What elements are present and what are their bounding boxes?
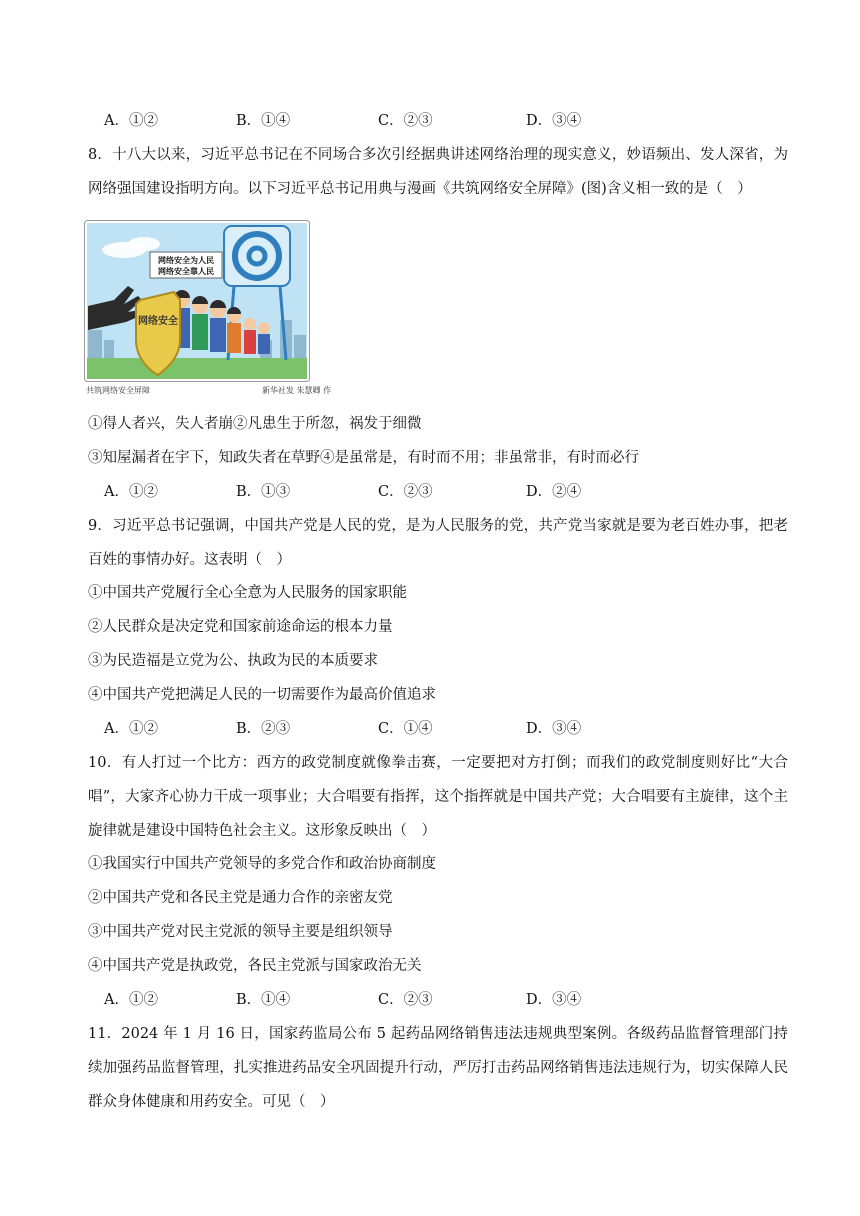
q10-item-2: ②中国共产党和各民主党是通力合作的亲密友党: [88, 890, 393, 906]
q8-option-c: C．②③: [378, 484, 433, 500]
banner-line-1: 网络安全为人民: [158, 256, 214, 265]
q10-item-4: ④中国共产党是执政党，各民主党派与国家政治无关: [88, 958, 422, 974]
q10-option-d: D．③④: [526, 992, 582, 1008]
q10-option-a: A．①②: [104, 992, 158, 1008]
q9-option-b: B．②③: [236, 721, 291, 737]
q7-option-d: D．③④: [526, 113, 582, 129]
q9-options: [88, 719, 788, 739]
figure-caption-credit: 新华社发 朱慧卿 作: [262, 386, 332, 395]
q11-stem: 11．2024 年 1 月 16 日，国家药监局公布 5 起药品网络销售违法违规典型案例。各级药品监督管理部门持续加强药品监督管理，扎实推进药品安全巩固提升行动，严厉打击药品网络销售违法违规行为，切实保障人民群众身体健康和用药安全。可见（ ）: [88, 1026, 788, 1110]
q7-option-c: C．②③: [378, 113, 433, 129]
q9-option-c: C．①④: [378, 721, 433, 737]
q10-option-c: C．②③: [378, 992, 433, 1008]
q8-stem: 8．十八大以来，习近平总书记在不同场合多次引经据典讲述网络治理的现实意义，妙语频出、发人深省，为网络强国建设指明方向。以下习近平总书记用典与漫画《共筑网络安全屏障》(图)含义相一致的是（ ）: [88, 147, 788, 197]
q8-option-a: A．①②: [104, 484, 158, 500]
q10-item-3: ③中国共产党对民主党派的领导主要是组织领导: [88, 924, 393, 940]
q7-option-a: A．①②: [104, 113, 158, 129]
figure-caption-title: 共筑网络安全屏障: [86, 386, 150, 395]
cartoon-illustration: [84, 220, 310, 398]
q9-item-1: ①中国共产党履行全心全意为人民服务的国家职能: [88, 585, 407, 601]
q9-item-3: ③为民造福是立党为公、执政为民的本质要求: [88, 653, 378, 669]
q8-cartoon-figure: [84, 220, 332, 398]
q10-stem: 10．有人打过一个比方：西方的政党制度就像拳击赛，一定要把对方打倒；而我们的政党制度则好比“大合唱”，大家齐心协力干成一项事业；大合唱要有指挥，这个指挥就是中国共产党；大合唱要有主旋律，这个主旋律就是建设中国特色社会主义。这形象反映出（ ）: [88, 755, 788, 839]
q10-option-b: B．①④: [236, 992, 291, 1008]
q7-options: [88, 111, 788, 131]
q8-item-2: ③知屋漏者在宇下，知政失者在草野④是虽常是，有时而不用；非虽常非，有时而必行: [88, 450, 639, 466]
q8-option-d: D．②④: [526, 484, 582, 500]
q9-item-4: ④中国共产党把满足人民的一切需要作为最高价值追求: [88, 687, 436, 703]
q8-options: [88, 482, 788, 502]
q9-item-2: ②人民群众是决定党和国家前途命运的根本力量: [88, 619, 393, 635]
shield-text: 网络安全: [138, 316, 178, 327]
q7-option-b: B．①④: [236, 113, 291, 129]
banner-line-2: 网络安全靠人民: [158, 267, 214, 276]
q10-item-1: ①我国实行中国共产党领导的多党合作和政治协商制度: [88, 856, 436, 872]
q9-option-d: D．③④: [526, 721, 582, 737]
q8-item-1: ①得人者兴，失人者崩②凡患生于所忽，祸发于细微: [88, 416, 422, 432]
q9-option-a: A．①②: [104, 721, 158, 737]
q8-option-b: B．①③: [236, 484, 291, 500]
q10-options: [88, 990, 788, 1010]
q9-stem: 9．习近平总书记强调，中国共产党是人民的党，是为人民服务的党，共产党当家就是要为老百姓办事，把老百姓的事情办好。这表明（ ）: [88, 518, 788, 568]
